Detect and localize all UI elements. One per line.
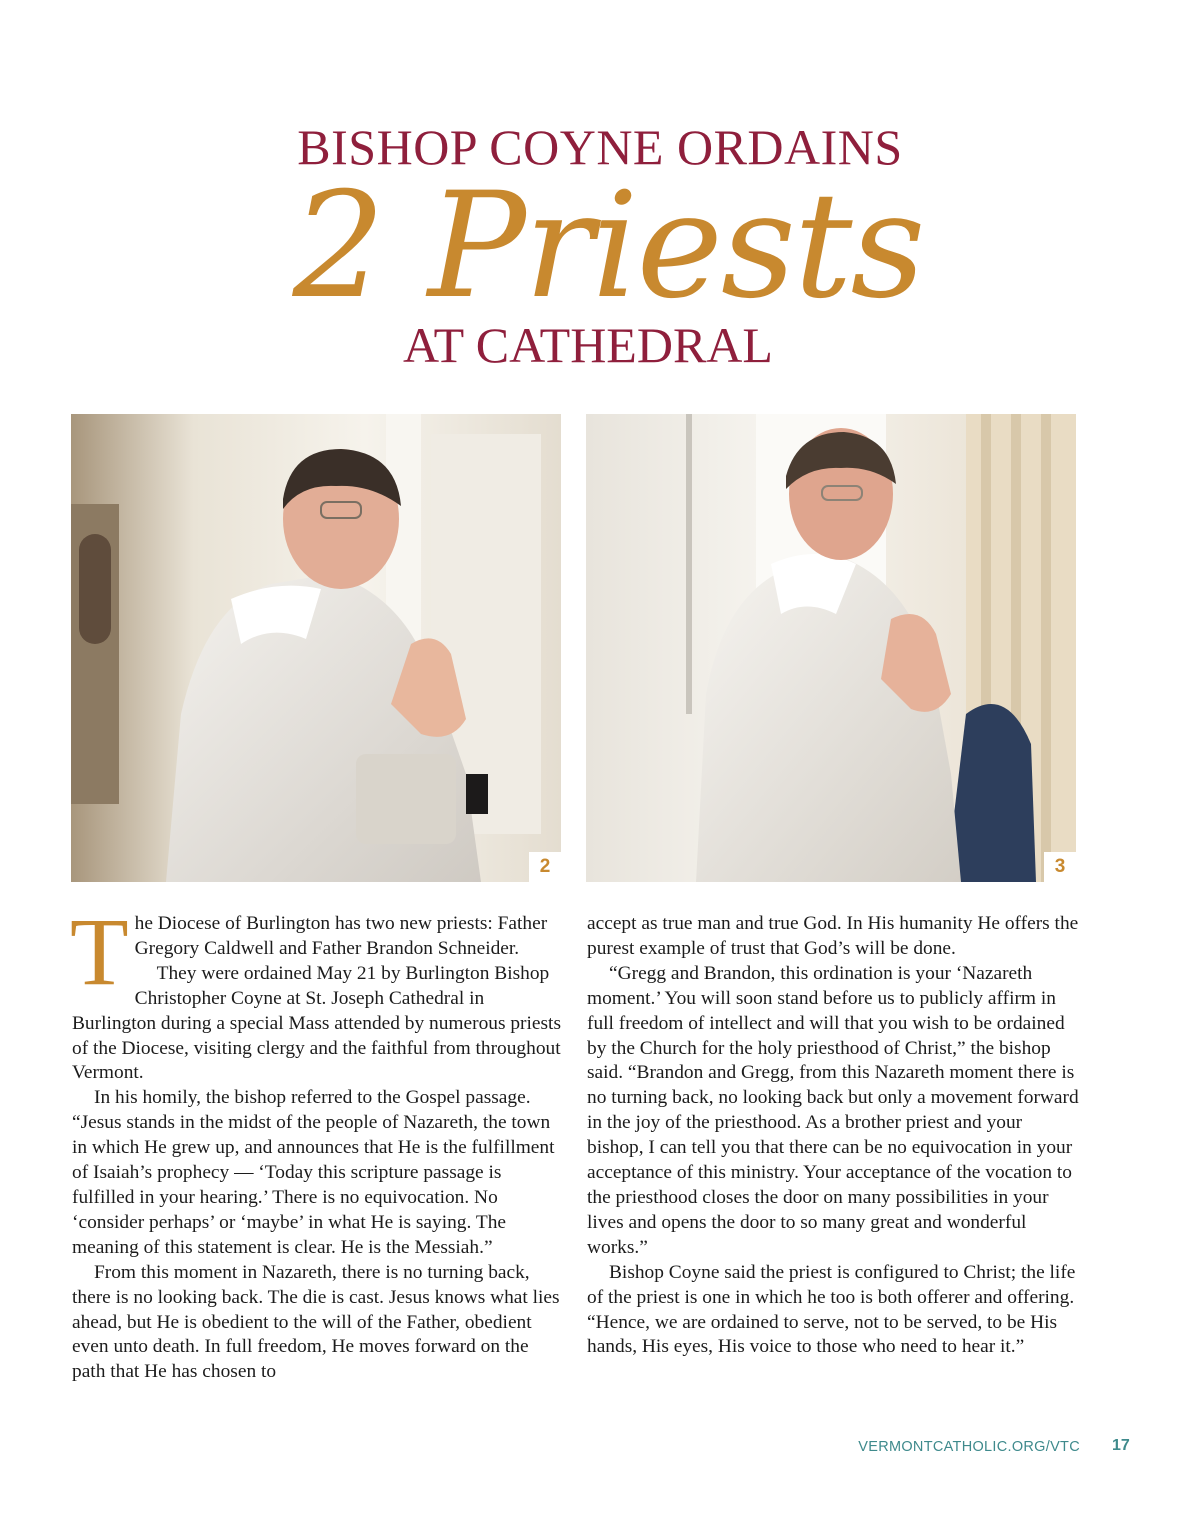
- article-paragraph: They were ordained May 21 by Burlington Bishop Christopher Coyne at St. Joseph Cathedral in Burlington during a special Mass attended by numerous priests of the Diocese, visiting clergy and the faithful from throughout Vermont.: [72, 962, 561, 1084]
- headline-line2: 2 Priests: [292, 161, 924, 331]
- article-lead: [70, 898, 564, 1005]
- footer-url: VERMONTCATHOLIC.ORG/VTC: [858, 1439, 1080, 1455]
- article-paragraph: “Gregg and Brandon, this ordination is your ‘Nazareth moment.’ You will soon stand before us to publicly affirm in full freedom of intellect and will that you wish to be ordained by the Church for the holy priesthood of Christ,” the bishop said. “Brandon and Gregg, from this Nazareth moment there is no turning back, no looking back but only a movement forward in the joy of the priesthood. As a brother priest and your bishop, I can tell you that there can be no equivocation in your acceptance of this ministry. Your acceptance of the vocation to the priesthood closes the door on many possibilities in your lives and opens the door to so many great and wonderful works.”: [587, 962, 1079, 1258]
- photo-number-badge: 3: [1044, 852, 1076, 882]
- drop-cap: T: [70, 898, 129, 1005]
- photo-priest-2-illustration: [586, 414, 1076, 882]
- headline-line3: AT CATHEDRAL: [403, 317, 773, 373]
- article-paragraph-continued: accept as true man and true God. In His humanity He offers the purest example of trust that God’s will be done.: [587, 913, 1079, 959]
- article-column-left: [70, 898, 564, 1385]
- photo-number-badge: 2: [529, 852, 561, 882]
- article-column-right: [587, 912, 1079, 1360]
- article-lead-text: he Diocese of Burlington has two new priests: Father Gregory Caldwell and Father Brandon Schneider.: [134, 913, 548, 959]
- article-paragraph: Bishop Coyne said the priest is configured to Christ; the life of the priest is one in which he too is both offerer and offering. “Hence, we are ordained to serve, not to be served, to be His hands, His eyes, His voice to those who need to hear it.”: [587, 1261, 1076, 1358]
- headline-line1: BISHOP COYNE ORDAINS: [297, 119, 903, 175]
- photo-priest-2: [586, 414, 1076, 882]
- photo-priest-1-illustration: [71, 414, 561, 882]
- article-paragraph: In his homily, the bishop referred to the Gospel passage. “Jesus stands in the midst of the people of Nazareth, the town in which He grew up, and announces that He is the fulfillment of Isaiah’s prophecy — ‘Today this scripture passage is fulfilled in your hearing.’ There is no equivocation. No ‘consider perhaps’ or ‘maybe’ in what He is saying. The meaning of this statement is clear. He is the Messiah.”: [72, 1087, 555, 1258]
- page-number: 17: [1112, 1437, 1130, 1454]
- photo-priest-1: [71, 414, 561, 882]
- article-paragraph: From this moment in Nazareth, there is no turning back, there is no looking back. The die is cast. Jesus knows what lies ahead, but He is obedient to the will of the Father, obedient even unto death. In full freedom, He moves forward on the path that He has chosen to: [72, 1261, 560, 1383]
